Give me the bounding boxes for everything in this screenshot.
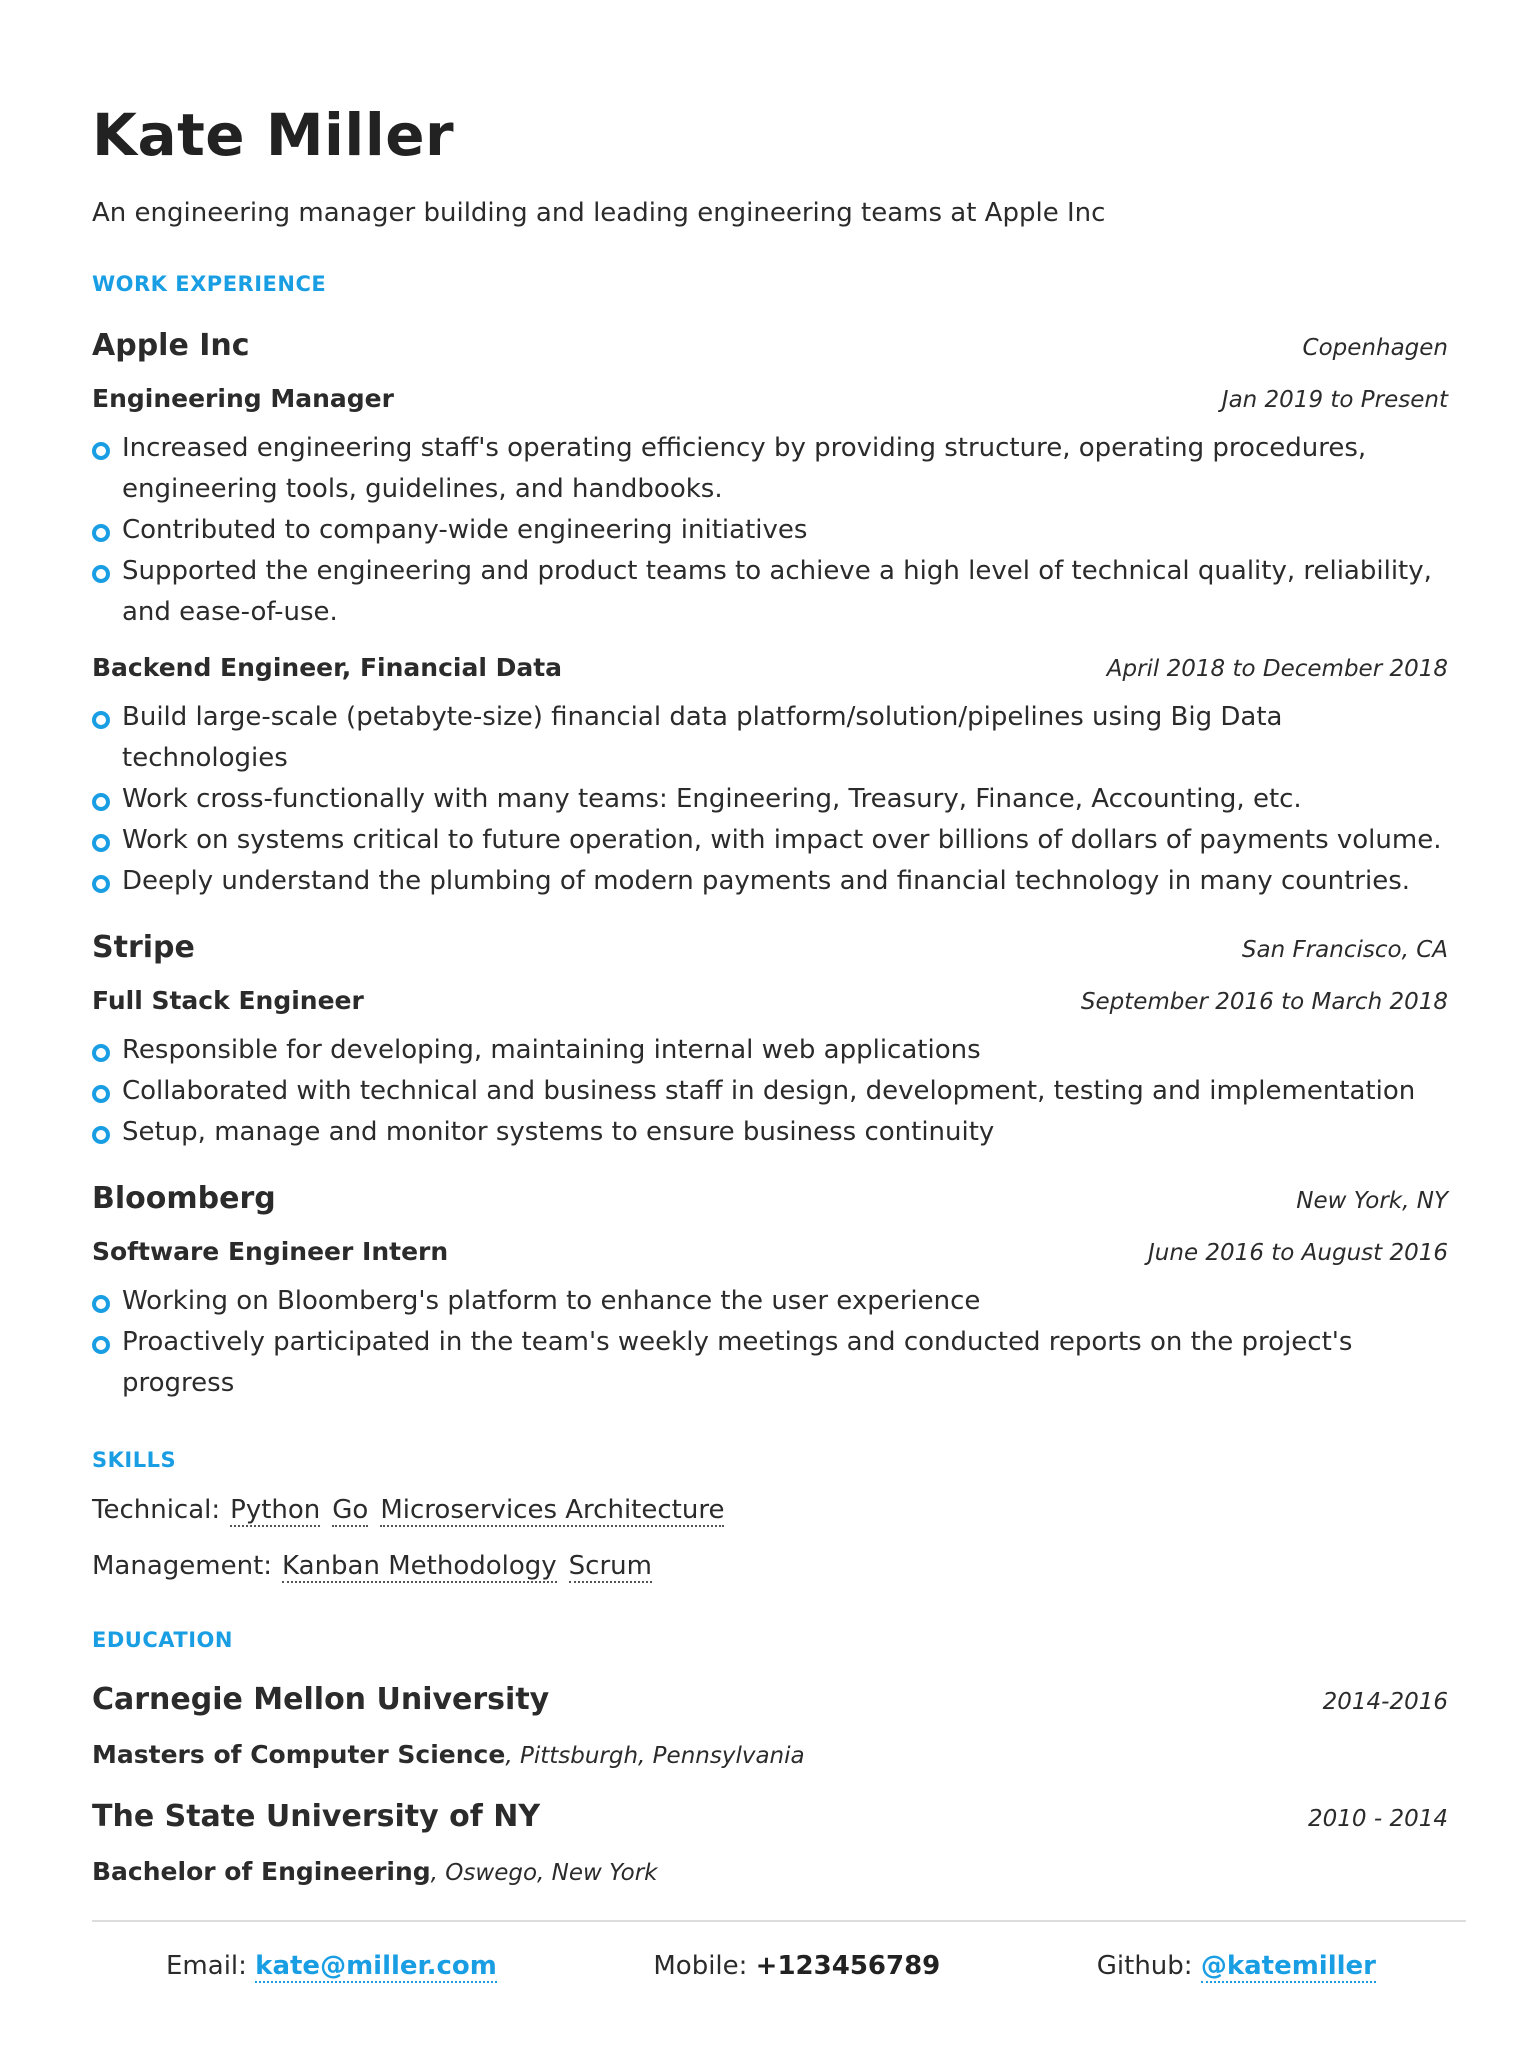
bullet-text: Responsible for developing, maintaining internal web applications <box>122 1035 981 1065</box>
skills-heading: SKILLS <box>92 1448 177 1472</box>
degree-location: , Oswego, New York <box>430 1860 658 1886</box>
bullet-text: Increased engineering staff's operating efficiency by providing structure, operating procedures, engineering tools, guidelines, and handbooks. <box>122 433 1367 504</box>
github-label: Github: <box>1096 1951 1193 1981</box>
degree-line <box>92 1855 1448 1890</box>
school-block <box>92 1680 1448 1773</box>
bullet-circle-icon <box>92 1126 110 1144</box>
bullet-circle-icon <box>92 1085 110 1103</box>
role-header <box>92 984 1448 1018</box>
bullet-item <box>92 1071 1448 1112</box>
role-title: Software Engineer Intern <box>92 1237 449 1266</box>
bullet-item <box>92 1322 1448 1404</box>
company-block <box>92 1179 1448 1404</box>
bullet-text: Deeply understand the plumbing of modern payments and financial technology in many countries. <box>122 866 1411 896</box>
skill-tag[interactable]: Scrum <box>568 1551 652 1581</box>
bullet-circle-icon <box>92 875 110 893</box>
contact-footer <box>92 1948 1448 1984</box>
company-block <box>92 928 1448 1153</box>
role-bullets <box>92 1281 1448 1404</box>
bullet-text: Build large-scale (petabyte-size) financial data platform/solution/pipelines using Big Data technologies <box>122 702 1283 773</box>
mobile-contact <box>653 1948 940 1984</box>
school-dates: 2014-2016 <box>1322 1689 1448 1715</box>
bullet-circle-icon <box>92 442 110 460</box>
bullet-circle-icon <box>92 1044 110 1062</box>
school-name: Carnegie Mellon University <box>92 1682 550 1717</box>
company-name: Bloomberg <box>92 1181 276 1216</box>
company-name: Apple Inc <box>92 328 250 363</box>
bullet-circle-icon <box>92 834 110 852</box>
role-dates: Jan 2019 to Present <box>1221 387 1448 413</box>
role-bullets <box>92 1030 1448 1153</box>
skill-tag[interactable]: Python <box>230 1495 321 1525</box>
company-name: Stripe <box>92 930 195 965</box>
degree-location: , Pittsburgh, Pennsylvania <box>505 1743 805 1769</box>
bullet-item <box>92 820 1448 861</box>
skill-tag[interactable]: Microservices Architecture <box>380 1495 725 1525</box>
bullet-text: Work cross-functionally with many teams: Engineering, Treasury, Finance, Accounting, etc. <box>122 784 1302 814</box>
bullet-text: Contributed to company-wide engineering initiatives <box>122 515 808 545</box>
skill-group-label: Technical: <box>92 1495 221 1525</box>
role-header <box>92 382 1448 416</box>
school-header <box>92 1680 1448 1720</box>
company-location: New York, NY <box>1296 1188 1448 1214</box>
role-header <box>92 1235 1448 1269</box>
email-label: Email: <box>166 1951 247 1981</box>
degree-title: Masters of Computer Science <box>92 1740 506 1769</box>
skill-tag[interactable]: Kanban Methodology <box>282 1551 557 1581</box>
company-header <box>92 928 1448 968</box>
role-title: Engineering Manager <box>92 384 394 413</box>
bullet-circle-icon <box>92 524 110 542</box>
bullet-circle-icon <box>92 1295 110 1313</box>
bullet-text: Setup, manage and monitor systems to ensure business continuity <box>122 1117 995 1147</box>
bullet-text: Supported the engineering and product teams to achieve a high level of technical quality, reliability, and ease-of-use. <box>122 556 1432 627</box>
role-header <box>92 651 1448 685</box>
education-heading: EDUCATION <box>92 1628 233 1652</box>
degree-line <box>92 1738 1448 1773</box>
bullet-circle-icon <box>92 565 110 583</box>
bullet-item <box>92 861 1448 902</box>
bullet-circle-icon <box>92 793 110 811</box>
github-contact <box>1097 1948 1376 1984</box>
company-block <box>92 326 1448 902</box>
email-link[interactable]: kate@miller.com <box>255 1951 497 1981</box>
skill-group-label: Management: <box>92 1551 273 1581</box>
bullet-item <box>92 697 1448 779</box>
bullet-text: Work on systems critical to future operation, with impact over billions of dollars of payments volume. <box>122 825 1442 855</box>
bullet-item <box>92 779 1448 820</box>
skill-group-technical <box>92 1492 1448 1528</box>
school-header <box>92 1797 1448 1837</box>
candidate-tagline: An engineering manager building and leading engineering teams at Apple Inc <box>92 198 1106 228</box>
school-name: The State University of NY <box>92 1799 541 1834</box>
role-dates: September 2016 to March 2018 <box>1080 989 1448 1015</box>
company-location: San Francisco, CA <box>1241 937 1448 963</box>
candidate-name: Kate Miller <box>92 101 455 169</box>
bullet-item <box>92 1281 1448 1322</box>
company-header <box>92 1179 1448 1219</box>
role-bullets <box>92 428 1448 633</box>
role-dates: April 2018 to December 2018 <box>1106 656 1448 682</box>
work-experience-heading: WORK EXPERIENCE <box>92 272 327 296</box>
bullet-text: Collaborated with technical and business staff in design, development, testing and implementation <box>122 1076 1416 1106</box>
role-dates: June 2016 to August 2016 <box>1148 1240 1448 1266</box>
skill-group-management <box>92 1548 1448 1584</box>
mobile-number: +123456789 <box>755 1951 941 1981</box>
footer-divider <box>92 1920 1466 1922</box>
bullet-circle-icon <box>92 1336 110 1354</box>
company-header <box>92 326 1448 366</box>
degree-title: Bachelor of Engineering <box>92 1857 431 1886</box>
role-bullets <box>92 697 1448 902</box>
bullet-item <box>92 551 1448 633</box>
email-contact <box>166 1948 497 1984</box>
school-dates: 2010 - 2014 <box>1308 1806 1448 1832</box>
role-title: Full Stack Engineer <box>92 986 364 1015</box>
bullet-item <box>92 1112 1448 1153</box>
bullet-text: Proactively participated in the team's weekly meetings and conducted reports on the project's progress <box>122 1327 1353 1398</box>
bullet-circle-icon <box>92 711 110 729</box>
mobile-label: Mobile: <box>653 1951 748 1981</box>
bullet-text: Working on Bloomberg's platform to enhance the user experience <box>122 1286 981 1316</box>
company-location: Copenhagen <box>1302 335 1448 361</box>
github-link[interactable]: @katemiller <box>1200 1951 1376 1981</box>
bullet-item <box>92 428 1448 510</box>
bullet-item <box>92 510 1448 551</box>
skill-tag[interactable]: Go <box>332 1495 369 1525</box>
bullet-item <box>92 1030 1448 1071</box>
school-block <box>92 1797 1448 1890</box>
role-title: Backend Engineer, Financial Data <box>92 653 563 682</box>
